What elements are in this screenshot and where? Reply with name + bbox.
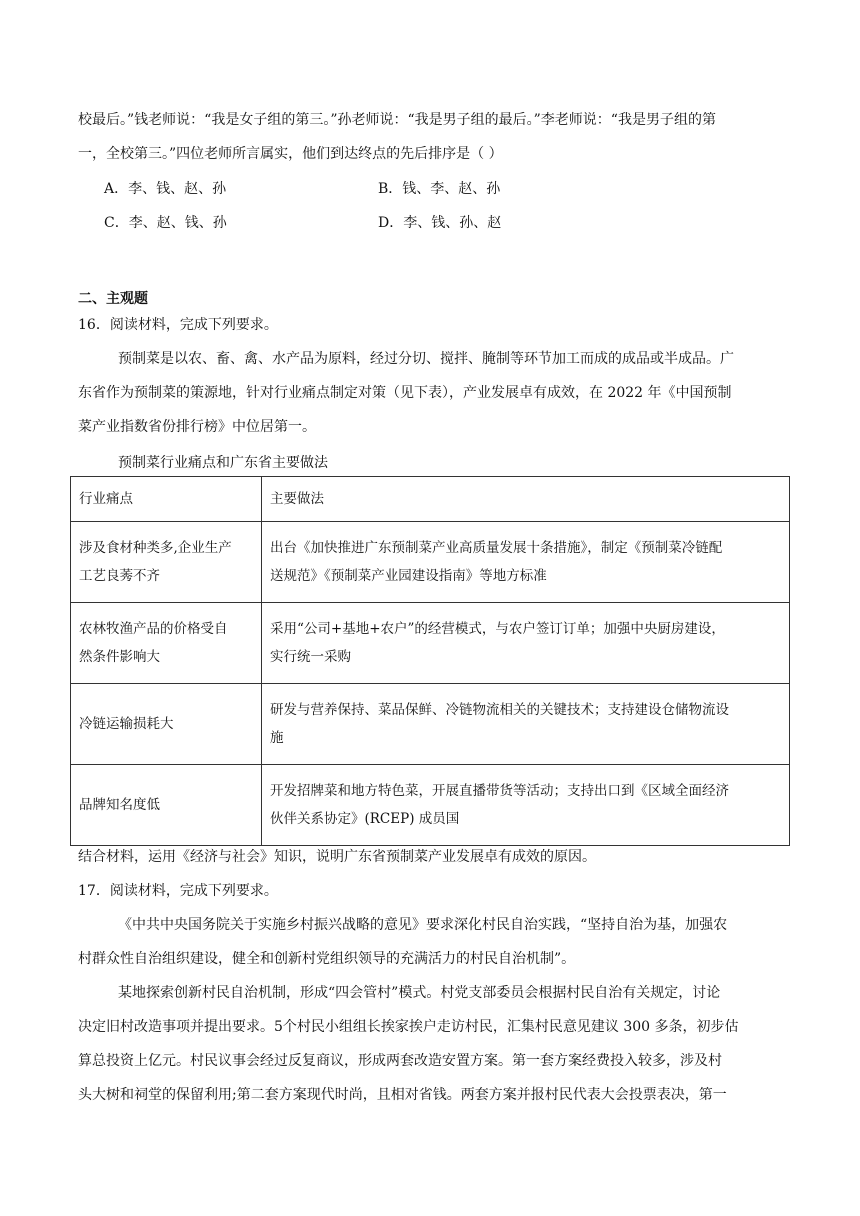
cell-line: 工艺良莠不齐 bbox=[79, 568, 160, 584]
table-caption: 预制菜行业痛点和广东省主要做法 bbox=[118, 455, 328, 471]
cell-line: 农林牧渔产品的价格受自 bbox=[79, 621, 228, 637]
measure-cell bbox=[262, 603, 790, 684]
q15-text-line1: 校最后。”钱老师说：“我是女子组的第三。”孙老师说：“我是男子组的最后。”李老师说：“我是男子组的第 bbox=[78, 112, 716, 128]
measures-table bbox=[70, 476, 790, 846]
cell-line: 伙伴关系协定》(RCEP) 成员国 bbox=[270, 811, 460, 827]
pain-point-cell bbox=[71, 522, 262, 603]
section-heading: 二、主观题 bbox=[78, 291, 148, 307]
pain-point-cell: 品牌知名度低 bbox=[71, 765, 262, 846]
measure-cell bbox=[262, 684, 790, 765]
pain-point-cell: 冷链运输损耗大 bbox=[71, 684, 262, 765]
header-main-measures: 主要做法 bbox=[262, 477, 790, 522]
table-row bbox=[71, 603, 790, 684]
q16-question: 结合材料，运用《经济与社会》知识，说明广东省预制菜产业发展卓有成效的原因。 bbox=[78, 849, 596, 865]
header-pain-point: 行业痛点 bbox=[71, 477, 262, 522]
q16-stem: 16．阅读材料，完成下列要求。 bbox=[78, 317, 278, 333]
cell-line: 出台《加快推进广东预制菜产业高质量发展十条措施》，制定《预制菜冷链配 bbox=[270, 540, 723, 556]
q15-option-d[interactable]: D．李、钱、孙、赵 bbox=[378, 215, 502, 231]
q15-option-b[interactable]: B．钱、李、赵、孙 bbox=[378, 181, 501, 197]
q16-material-line2: 东省作为预制菜的策源地，针对行业痛点制定对策（见下表），产业发展卓有成效，在 2022 年《中国预制 bbox=[78, 385, 732, 401]
cell-line: 研发与营养保持、菜品保鲜、冷链物流相关的关键技术；支持建设仓储物流设 bbox=[270, 702, 729, 718]
cell-line: 然条件影响大 bbox=[79, 649, 160, 665]
cell-line: 实行统一采购 bbox=[270, 649, 351, 665]
q17-material-p1-line1: 《中共中央国务院关于实施乡村振兴战略的意见》要求深化村民自治实践，“坚持自治为基，加强农 bbox=[118, 917, 728, 933]
cell-line: 采用“公司+基地+农户”的经营模式，与农户签订订单；加强中央厨房建设， bbox=[270, 621, 725, 637]
cell-line: 施 bbox=[270, 730, 284, 746]
q17-material-p2-line2: 决定旧村改造事项并提出要求。5个村民小组组长挨家挨户走访村民，汇集村民意见建议 300 多条，初步估 bbox=[78, 1019, 739, 1035]
table-row bbox=[71, 684, 790, 765]
q16-material-line3: 菜产业指数省份排行榜》中位居第一。 bbox=[78, 419, 316, 435]
q16-material-line1: 预制菜是以农、畜、禽、水产品为原料，经过分切、搅拌、腌制等环节加工而成的成品或半成品。广 bbox=[118, 351, 734, 367]
measure-cell bbox=[262, 522, 790, 603]
measure-cell bbox=[262, 765, 790, 846]
q15-option-c[interactable]: C．李、赵、钱、孙 bbox=[104, 215, 227, 231]
q17-stem: 17．阅读材料，完成下列要求。 bbox=[78, 883, 278, 899]
cell-line: 涉及食材种类多,企业生产 bbox=[79, 540, 232, 556]
table-header-row bbox=[71, 477, 790, 522]
cell-line: 送规范》《预制菜产业园建设指南》等地方标准 bbox=[270, 568, 547, 584]
cell-line: 开发招牌菜和地方特色菜，开展直播带货等活动；支持出口到《区域全面经济 bbox=[270, 783, 729, 799]
q17-material-p2-line4: 头大树和祠堂的保留利用;第二套方案现代时尚，且相对省钱。两套方案并报村民代表大会投票表决，第一 bbox=[78, 1087, 727, 1103]
pain-point-cell bbox=[71, 603, 262, 684]
table-row bbox=[71, 522, 790, 603]
q17-material-p2-line1: 某地探索创新村民自治机制，形成“四会管村”模式。村党支部委员会根据村民自治有关规定，讨论 bbox=[118, 985, 721, 1001]
q17-material-p2-line3: 算总投资上亿元。村民议事会经过反复商议，形成两套改造安置方案。第一套方案经费投入较多，涉及村 bbox=[78, 1053, 722, 1069]
table-row bbox=[71, 765, 790, 846]
q15-option-a[interactable]: A．李、钱、赵、孙 bbox=[104, 181, 227, 197]
q15-text-line2: 一，全校第三。”四位老师所言属实，他们到达终点的先后排序是（ ） bbox=[78, 146, 503, 162]
q17-material-p1-line2: 村群众性自治组织建设，健全和创新村党组织领导的充满活力的村民自治机制”。 bbox=[78, 951, 576, 967]
